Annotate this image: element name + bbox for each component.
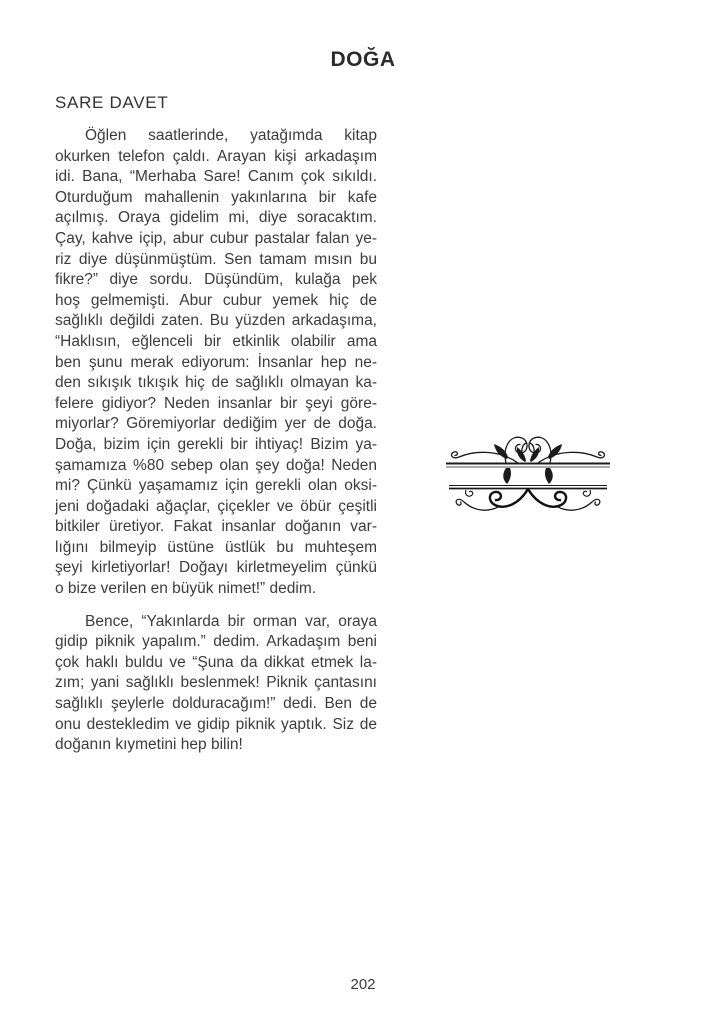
text-line: Oturduğum mahallenin yakınlarına bir kafe: [55, 188, 377, 206]
text-line: idi. Bana, “Merhaba Sare! Canım çok sıkıldı.: [55, 168, 377, 186]
text-line: Çay, kahve içip, abur cubur pastalar falan ye-: [55, 229, 377, 247]
text-line: fikre?” diye sordu. Düşündüm, kulağa pek: [55, 271, 377, 289]
text-line: açılmış. Oraya gidelim mi, diye soracaktım.: [55, 209, 377, 227]
text-line: lığını bilmeyip üstüne üstlük bu muhteşem: [55, 538, 377, 556]
text-line: “Haklısın, eğlenceli bir etkinlik olabilir ama: [55, 332, 377, 350]
text-line: miyorlar? Göremiyorlar dediğim yer de doğa.: [55, 415, 377, 433]
text-line: şamamıza %80 sebep olan şey doğa! Neden: [55, 456, 377, 474]
text-line: sağlıklı değildi zaten. Bu yüzden arkadaşıma,: [55, 312, 377, 330]
text-line: okurken telefon çaldı. Arayan kişi arkadaşım: [55, 147, 377, 165]
paragraph-1: [55, 126, 377, 600]
floral-divider-icon: [444, 424, 612, 516]
text-line: den sıkışık tıkışık hiç de sağlıklı olmayan ka-: [55, 374, 377, 392]
text-line: onu destekledim ve gidip piknik yaptık. Siz de: [55, 715, 377, 733]
text-line: jeni doğadaki ağaçlar, çiçekler ve öbür çeşitli: [55, 497, 377, 515]
text-line: hoş gelmemişti. Abur cubur yemek hiç de: [55, 291, 377, 309]
page-number: 202: [350, 976, 376, 993]
text-line: gidip piknik yapalım.” dedim. Arkadaşım beni: [55, 633, 377, 651]
text-line: bitkiler üretiyor. Fakat insanlar doğanın var-: [55, 518, 377, 536]
text-line: çok haklı buldu ve “Şuna da dikkat etmek la-: [55, 653, 377, 671]
text-line: doğanın kıymetini hep bilin!: [55, 736, 243, 754]
text-line: zım; yani sağlıklı beslenmek! Piknik çantasını: [55, 674, 377, 692]
author-heading: SARE DAVET: [55, 93, 169, 112]
text-line: felere gidiyor? Neden insanlar bir şeyi göre-: [55, 394, 377, 412]
body-text: [55, 126, 377, 756]
text-line: Öğlen saatlerinde, yatağımda kitap: [85, 127, 377, 144]
text-line: sağlıklı şeylerle dolduracağım!” dedi. Ben de: [55, 695, 377, 713]
text-line: ben şunu merak ediyorum: İnsanlar hep ne-: [55, 353, 377, 371]
text-line: o bize verilen en büyük nimet!” dedim.: [55, 580, 317, 598]
paragraph-2: [55, 612, 377, 756]
text-line: şeyi kirletiyorlar! Doğayı kirletmeyelim çünkü: [55, 559, 377, 577]
text-line: riz diye düşünmüştüm. Sen tamam mısın bu: [55, 250, 377, 268]
page-title: DOĞA: [330, 48, 396, 71]
text-line: mi? Çünkü yaşamamız için gerekli olan oksi-: [55, 477, 377, 495]
text-line: Doğa, bizim için gerekli bir ihtiyaç! Bizim ya-: [55, 435, 377, 453]
text-line: Bence, “Yakınlarda bir orman var, oraya: [85, 612, 377, 630]
